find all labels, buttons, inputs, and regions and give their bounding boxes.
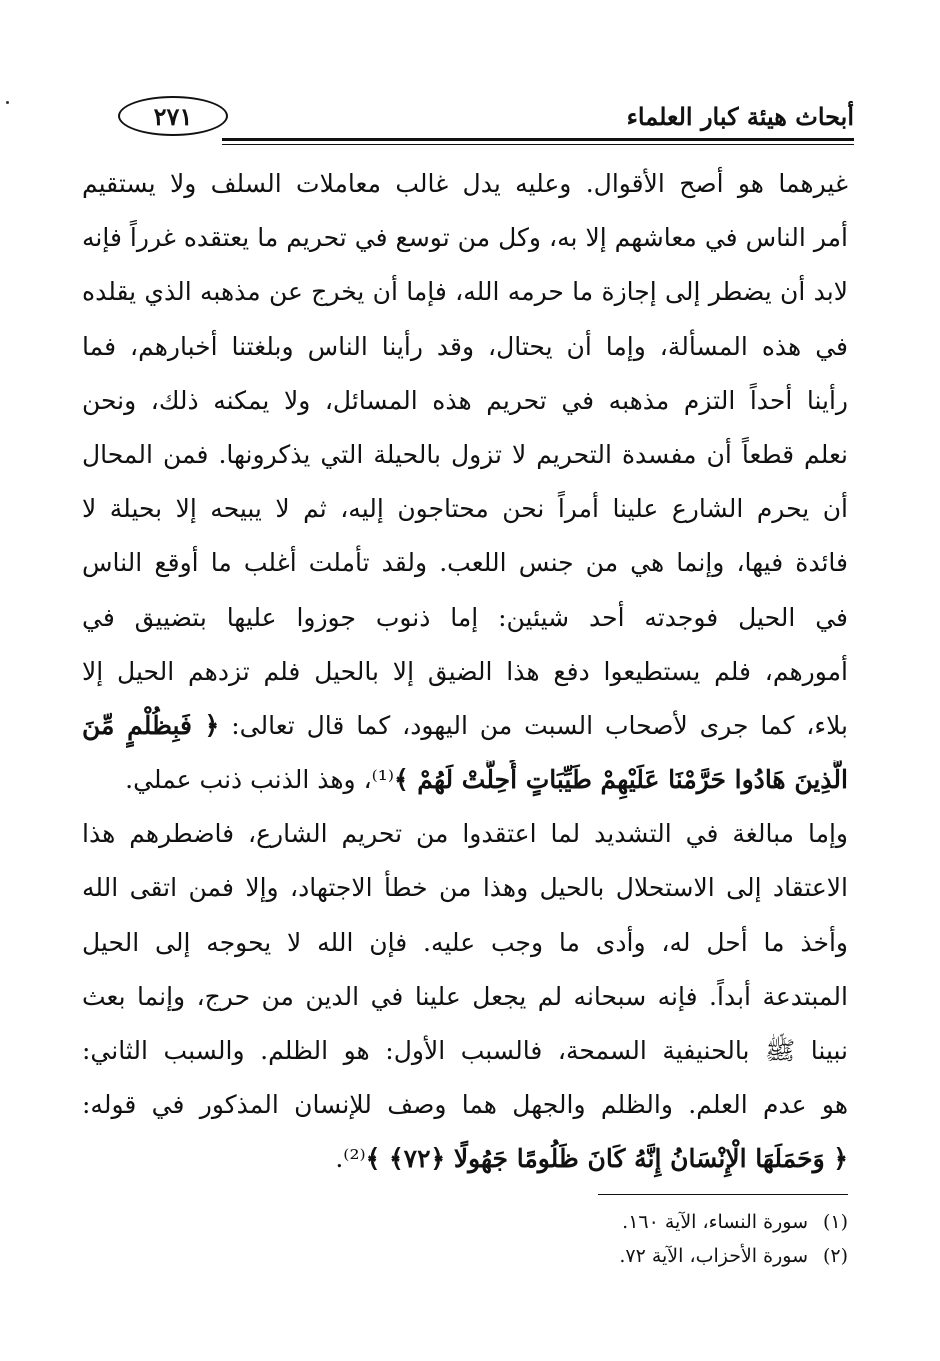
text-line: رأينا أحداً التزم مذهبه في تحريم هذه المسائل، ولا يمكنه ذلك، ونحن [82, 385, 848, 415]
header-rule-thick [222, 138, 854, 141]
page-number-oval [118, 96, 228, 136]
footnote-text: سورة النساء، الآية ١٦٠. [622, 1211, 808, 1233]
scan-speck [6, 101, 9, 104]
quran-verse: ﴿ فَبِظُلْمٍ مِّنَ [82, 710, 220, 740]
text-line: نبينا ﷺ بالحنيفية السمحة، فالسبب الأول: هو الظلم. والسبب الثاني: [82, 1036, 848, 1065]
text-line: المبتدعة أبداً. فإنه سبحانه لم يجعل علينا في الدين من حرج، وإنما بعث [82, 981, 848, 1011]
text-line: نعلم قطعاً أن مفسدة التحريم لا تزول بالحيلة التي يذكرونها. فمن المحال [82, 439, 848, 469]
footnote-number: (١) [822, 1211, 848, 1233]
text-line-with-verse [82, 760, 848, 814]
footnote [448, 1239, 848, 1273]
text-line-with-verse [82, 706, 848, 760]
footnote [448, 1205, 848, 1239]
text-line: وإما مبالغة في التشديد لما اعتقدوا من تحريم الشارع، فاضطرهم هذا [82, 819, 848, 849]
quran-verse: الَّذِينَ هَادُوا حَرَّمْنَا عَلَيْهِمْ طَيِّبَاتٍ أُحِلَّتْ لَهُمْ ﴾ [393, 765, 848, 795]
line-text: ⁽¹⁾، وهذ الذنب ذنب عملي. [125, 765, 394, 795]
line-text: ⁽²⁾. [335, 1144, 366, 1174]
page-header [118, 96, 854, 140]
footnote-number: (٢) [822, 1245, 848, 1267]
text-line: غيرهما هو أصح الأقوال. وعليه يدل غالب معاملات السلف ولا يستقيم [82, 169, 848, 198]
text-line: في الحيل فوجدته أحد شيئين: إما ذنوب جوزوا عليها بتضييق في [82, 602, 848, 632]
header-rule-thin [222, 144, 854, 145]
running-title: أبحاث هيئة كبار العلماء [626, 102, 854, 131]
footnotes [448, 1205, 848, 1273]
footnote-text: سورة الأحزاب، الآية ٧٢. [619, 1245, 808, 1267]
quran-verse: ﴿ وَحَمَلَهَا الْإِنْسَانُ إِنَّهُ كَانَ ظَلُومًا جَهُولًا ﴿٧٢﴾ ﴾ [365, 1144, 848, 1174]
text-line-with-verse [82, 1139, 848, 1193]
text-line: أمر الناس في معاشهم إلا به، وكل من توسع في تحريم ما يعتقده غرراً فإنه [82, 223, 848, 253]
body-text [82, 164, 848, 1194]
text-line: وأخذ ما أحل له، وأدى ما وجب عليه. فإن الله لا يحوجه إلى الحيل [82, 927, 848, 957]
text-line: لابد أن يضطر إلى إجازة ما حرمه الله، فإما أن يخرج عن مذهبه الذي يقلده [82, 277, 848, 307]
text-line: في هذه المسألة، وإما أن يحتال، وقد رأينا الناس وبلغتنا أخبارهم، فما [82, 331, 848, 361]
text-line: هو عدم العلم. والظلم والجهل هما وصف للإنسان المذكور في قوله: [82, 1090, 848, 1120]
text-line: فائدة فيها، وإنما هي من جنس اللعب. ولقد تأملت أغلب ما أوقع الناس [82, 548, 848, 578]
page-number: ٢٧١ [153, 101, 193, 131]
text-line: الاعتقاد إلى الاستحلال بالحيل وهذا من خطأ الاجتهاد، وإلا فمن اتقى الله [82, 873, 848, 903]
footnote-separator [598, 1194, 848, 1195]
line-text: بلاء، كما جرى لأصحاب السبت من اليهود، كما قال تعالى: [231, 710, 848, 740]
text-line: أن يحرم الشارع علينا أمراً نحن محتاجون إليه، ثم لا يبيحه إلا بحيلة لا [82, 494, 848, 524]
text-line: أمورهم، فلم يستطيعوا دفع هذا الضيق إلا بالحيل فلم تزدهم الحيل إلا [82, 656, 848, 686]
